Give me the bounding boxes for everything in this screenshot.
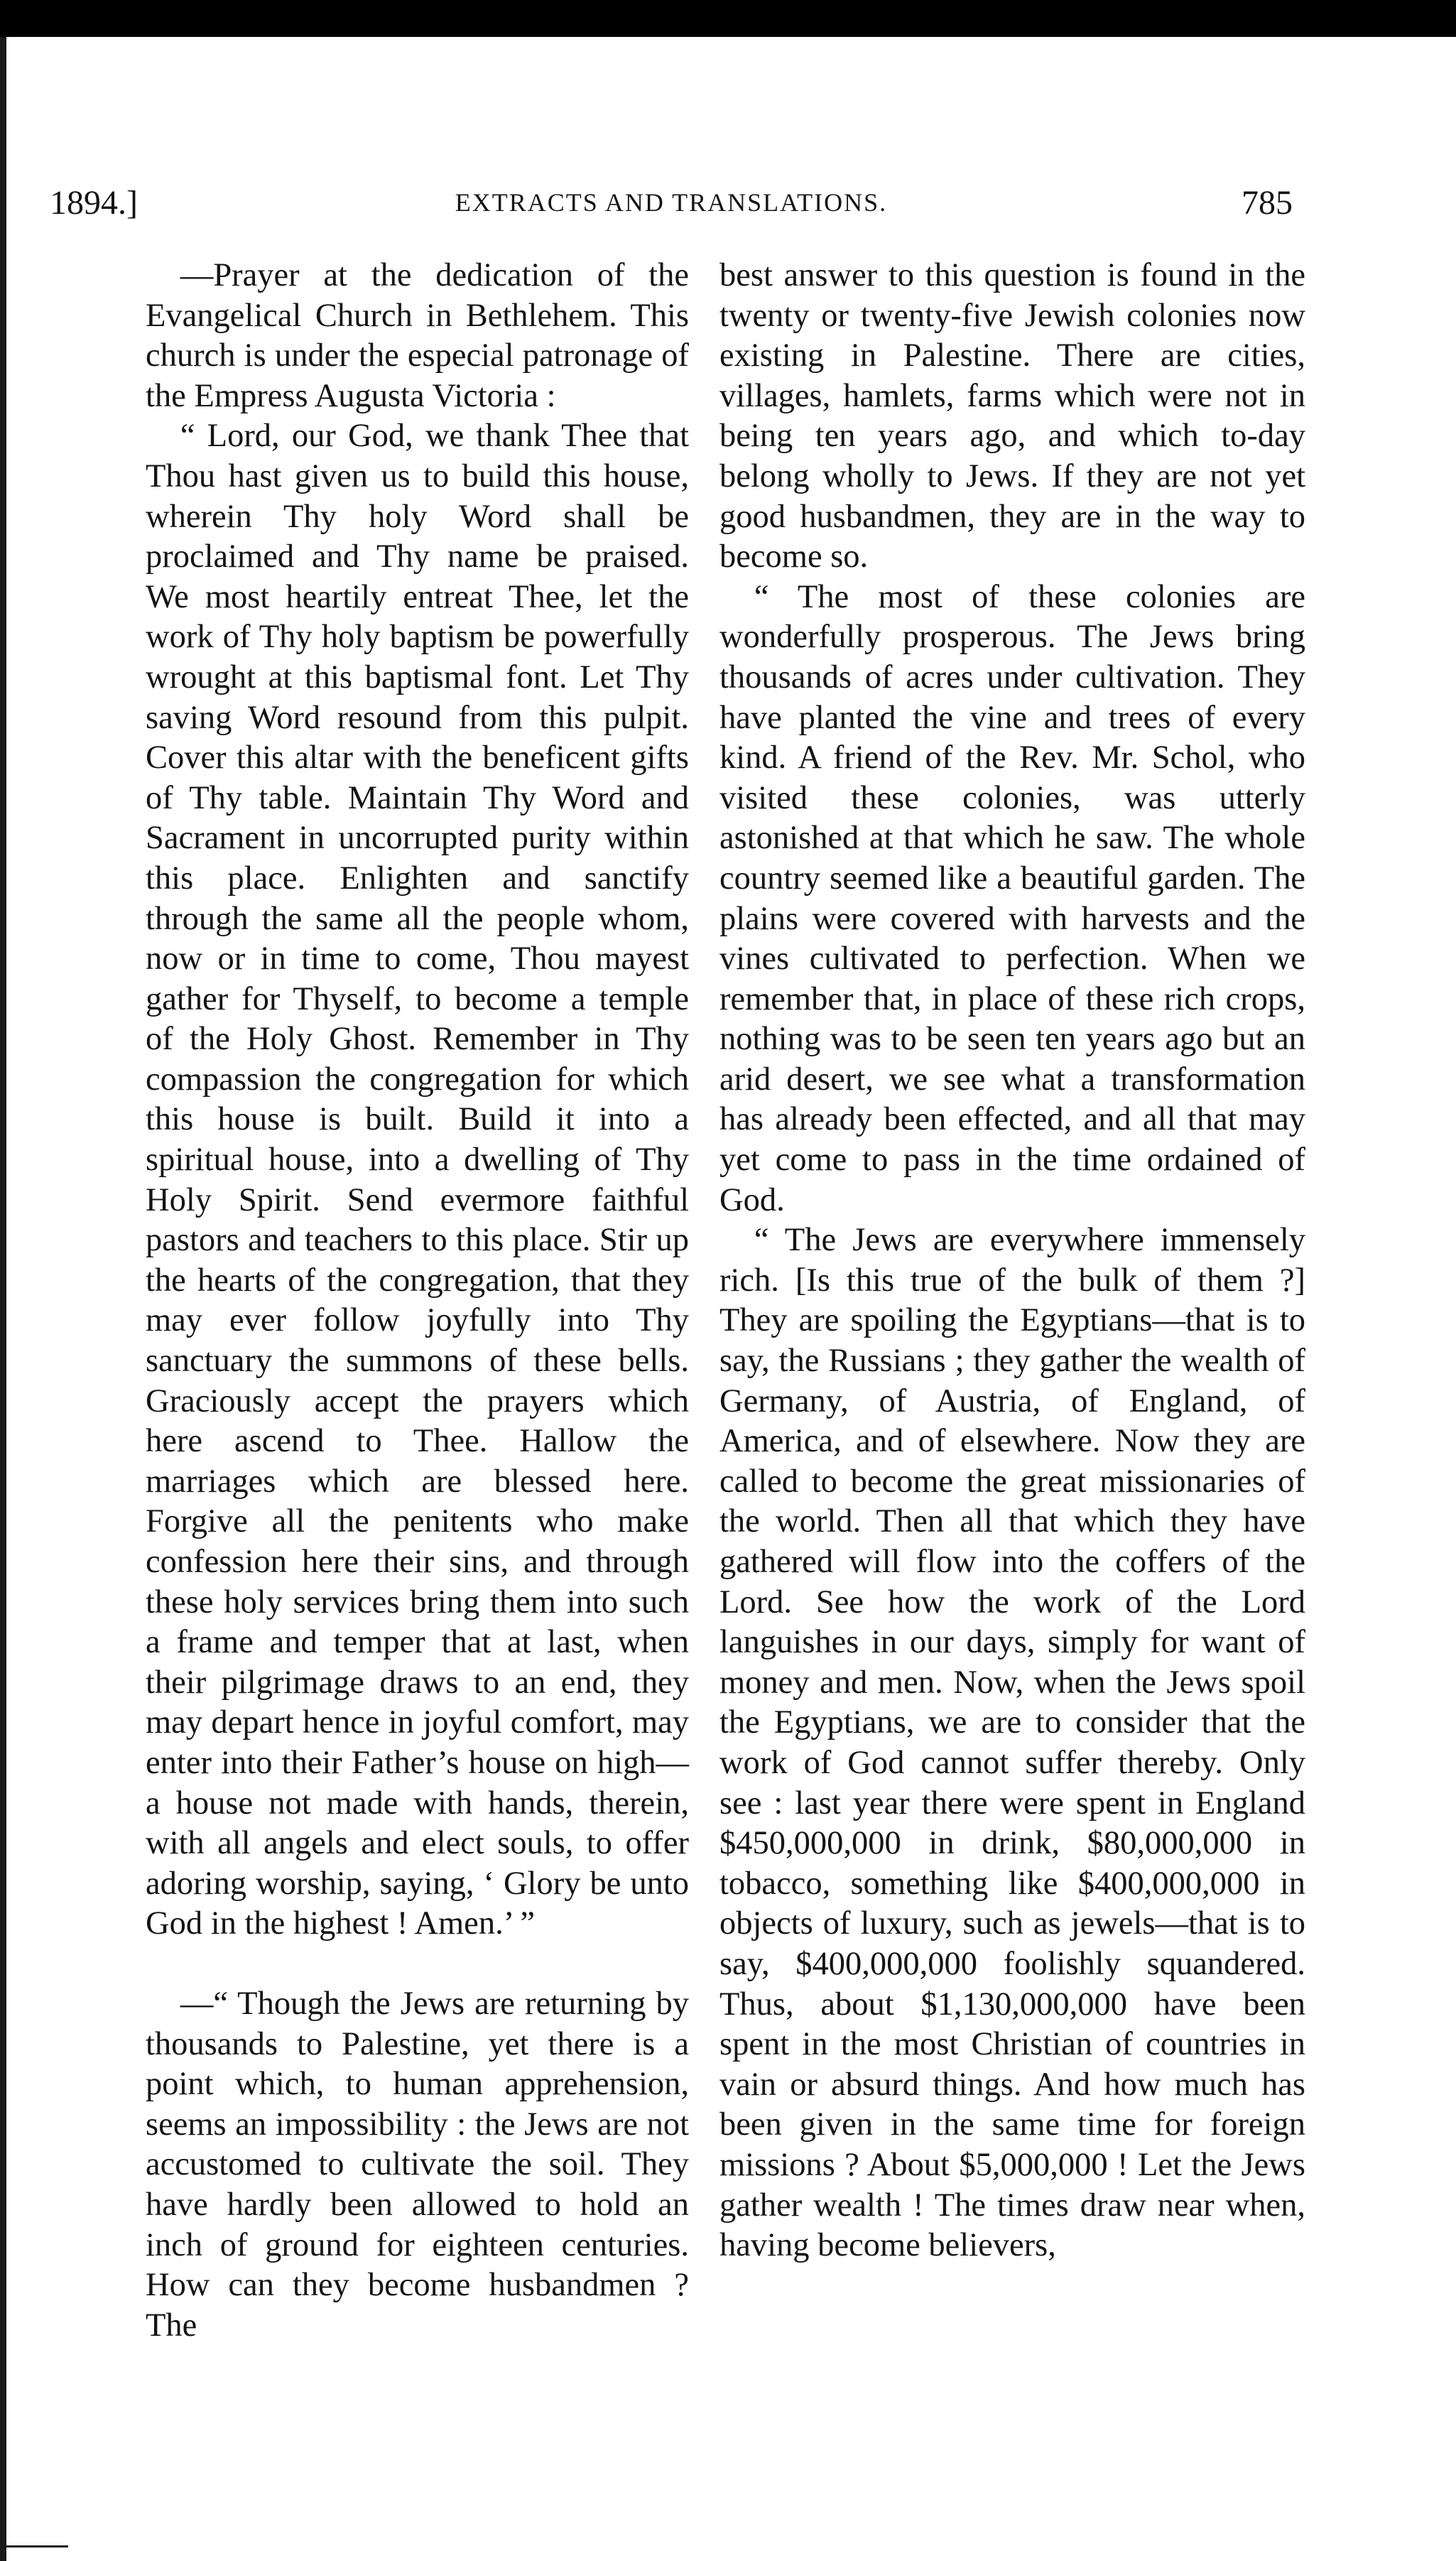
running-header: [50, 183, 1293, 226]
jews-palestine-paragraph: —“ Though the Jews are returning by thousands to Palestine, yet there is a point which, to human apprehension, seems an impossibility : the Jews are not accustomed to cultivate the soil. They have hardly been allowed to hold an inch of ground for eighteen centuries. How can they become husbandmen ? The: [146, 1985, 689, 2344]
prayer-intro-paragraph: —Prayer at the dedication of the Evangelical Church in Bethlehem. This church is under the especial patronage of the Empress Augusta Victoria :: [146, 257, 689, 414]
left-column: [146, 256, 689, 2346]
header-title: EXTRACTS AND TRANSLATIONS.: [455, 188, 888, 217]
colonies-prosperity-paragraph: “ The most of these colonies are wonderfully prosperous. The Jews bring thousands of acres under cultivation. They have planted the vine and trees of every kind. A friend of the Rev. Mr. Schol, who visited these colonies, was utterly astonished at that which he saw. The whole country seemed like a beautiful garden. The plains were covered with harvests and the vines cultivated to perfection. When we remember that, in place of these rich crops, nothing was to be seen ten years ago but an arid desert, we see what a transformation has already been effected, and all that may yet come to pass in the time ordained of God.: [719, 578, 1305, 1218]
colonies-continuation-paragraph: best answer to this question is found in the twenty or twenty-five Jewish colonies now existing in Palestine. There are cities, villages, hamlets, farms which were not in being ten years ago, and which to-day belong wholly to Jews. If they are not yet good husbandmen, they are in the way to become so.: [719, 257, 1305, 575]
page-number: 785: [1242, 184, 1293, 222]
right-column: [719, 256, 1305, 2266]
header-year: 1894.]: [50, 184, 138, 222]
scan-left-border: [0, 37, 6, 2561]
prayer-text-paragraph: “ Lord, our God, we thank Thee that Thou hast given us to build this house, wherein Thy holy Word shall be proclaimed and Thy name be praised. We most heartily entreat Thee, let the work of Thy holy baptism be powerfully wrought at this baptismal font. Let Thy saving Word resound from this pulpit. Cover this altar with the beneficent gifts of Thy table. Maintain Thy Word and Sacrament in uncorrupted purity within this place. Enlighten and sanctify through the same all the people whom, now or in time to come, Thou mayest gather for Thyself, to become a temple of the Holy Ghost. Remember in Thy compassion the congregation for which this house is built. Build it into a spiritual house, into a dwelling of Thy Holy Spirit. Send evermore faithful pastors and teachers to this place. Stir up the hearts of the congregation, that they may ever follow joyfully into Thy sanctuary the summons of these bells. Graciously accept the prayers which here ascend to Thee. Hallow the marriages which are blessed here. Forgive all the penitents who make confession here their sins, and through these holy services bring them into such a frame and temper that at last, when their pilgrimage draws to an end, they may depart hence in joyful comfort, may enter into their Father’s house on high—a house not made with hands, therein, with all angels and elect souls, to offer adoring worship, saying, ‘ Glory be unto God in the highest ! Amen.’ ”: [146, 418, 689, 1942]
scan-top-border: [0, 0, 1456, 37]
jews-wealth-paragraph: “ The Jews are everywhere immensely rich. [Is this true of the bulk of them ?] They are spoiling the Egyptians—that is to say, the Russians ; they gather the wealth of Germany, of Austria, of England, of America, and of elsewhere. Now they are called to become the great missionaries of the world. Then all that which they have gathered will flow into the coffers of the Lord. See how the work of the Lord languishes in our days, simply for want of money and men. Now, when the Jews spoil the Egyptians, we are to consider that the work of God cannot suffer thereby. Only see : last year there were spent in England $450,000,000 in drink, $80,000,000 in tobacco, something like $400,000,000 in objects of luxury, such as jewels—that is to say, $400,000,000 foolishly squandered. Thus, about $1,130,000,000 have been spent in the most Christian of countries in vain or absurd things. And how much has been given in the same time for foreign missions ? About $5,000,000 ! Let the Jews gather wealth ! The times draw near when, having become believers,: [719, 1222, 1305, 2264]
scan-bottom-mark: [0, 2545, 68, 2548]
